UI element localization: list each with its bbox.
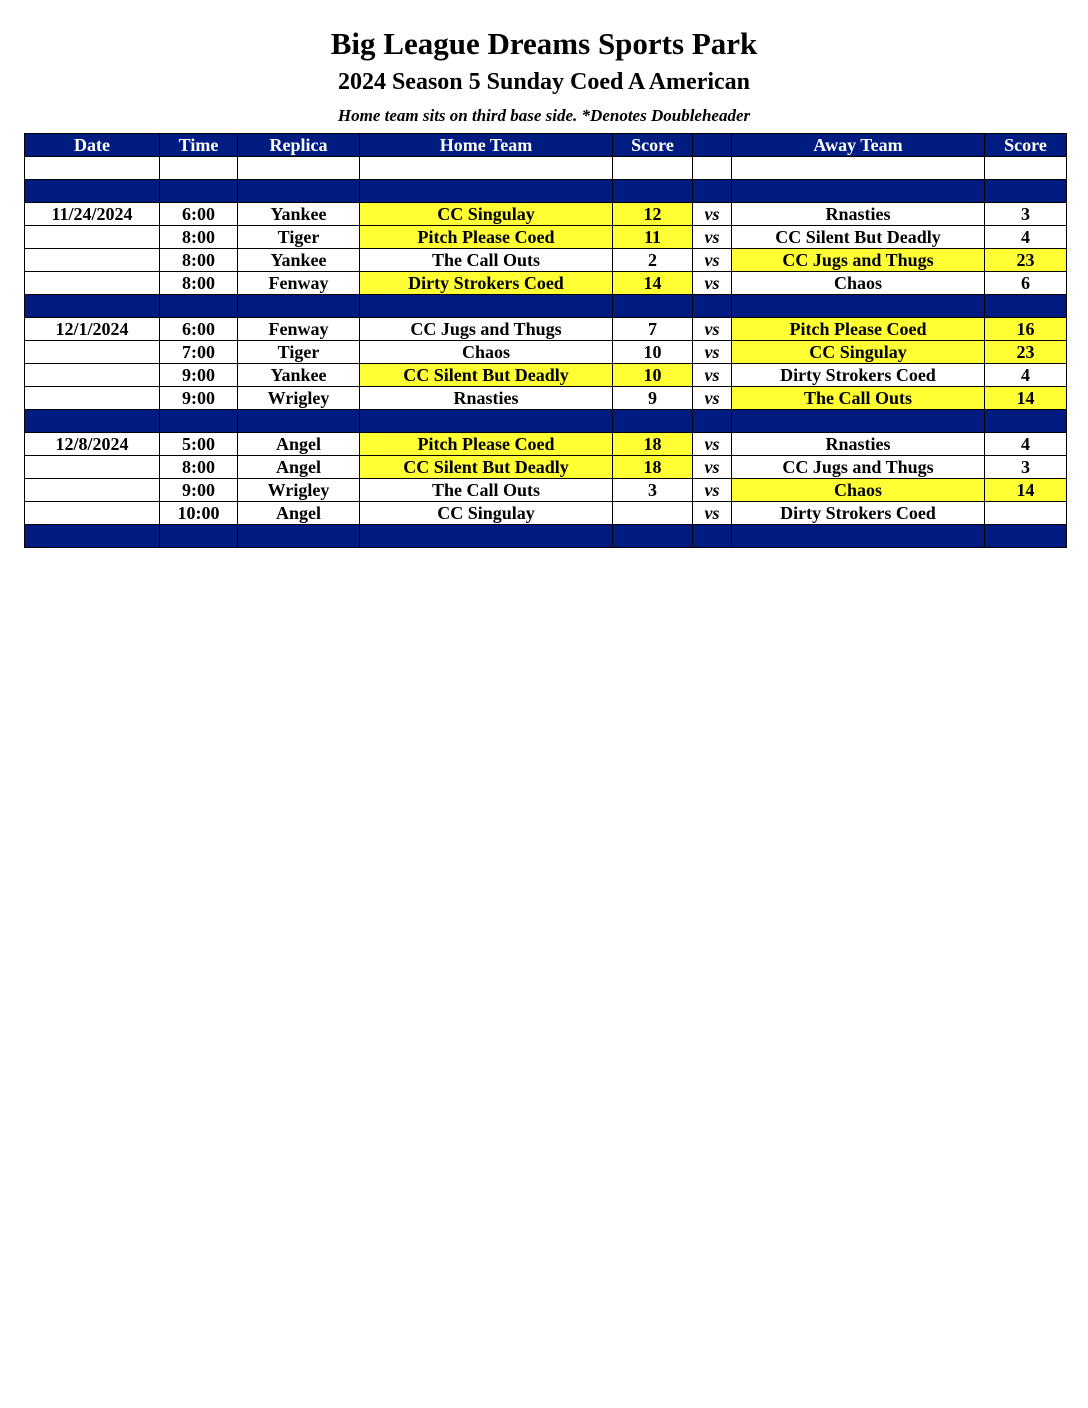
game-time: 8:00 <box>160 226 238 249</box>
away-team: Pitch Please Coed <box>732 318 985 341</box>
vs-label: vs <box>693 433 732 456</box>
game-date <box>25 456 160 479</box>
game-replica: Tiger <box>238 226 360 249</box>
separator-cell <box>238 295 360 318</box>
separator-cell <box>160 180 238 203</box>
separator-cell <box>985 180 1067 203</box>
empty-cell <box>25 157 160 180</box>
separator-cell <box>360 180 613 203</box>
game-date <box>25 364 160 387</box>
game-row <box>25 387 1067 410</box>
game-time: 9:00 <box>160 387 238 410</box>
separator-cell <box>360 410 613 433</box>
home-score: 18 <box>613 456 693 479</box>
vs-label: vs <box>693 364 732 387</box>
away-score: 14 <box>985 479 1067 502</box>
home-score: 18 <box>613 433 693 456</box>
empty-cell <box>613 157 693 180</box>
home-score: 3 <box>613 479 693 502</box>
home-team: CC Singulay <box>360 203 613 226</box>
away-team: Rnasties <box>732 203 985 226</box>
game-time: 8:00 <box>160 272 238 295</box>
page-title: Big League Dreams Sports Park <box>330 26 758 61</box>
game-row <box>25 479 1067 502</box>
game-replica: Yankee <box>238 364 360 387</box>
away-team: Dirty Strokers Coed <box>732 502 985 525</box>
game-date <box>25 387 160 410</box>
separator-row <box>25 525 1067 548</box>
home-score: 9 <box>613 387 693 410</box>
game-replica: Tiger <box>238 341 360 364</box>
away-score: 16 <box>985 318 1067 341</box>
game-row <box>25 318 1067 341</box>
game-date: 12/8/2024 <box>25 433 160 456</box>
column-header-time: Time <box>160 134 238 157</box>
page-subtitle: 2024 Season 5 Sunday Coed A American <box>337 69 751 95</box>
game-replica: Angel <box>238 502 360 525</box>
separator-cell <box>360 525 613 548</box>
home-team: Rnasties <box>360 387 613 410</box>
game-row <box>25 433 1067 456</box>
away-score <box>985 502 1067 525</box>
vs-label: vs <box>693 249 732 272</box>
vs-label: vs <box>693 226 732 249</box>
game-date: 11/24/2024 <box>25 203 160 226</box>
separator-cell <box>693 295 732 318</box>
game-replica: Angel <box>238 433 360 456</box>
home-team: Pitch Please Coed <box>360 226 613 249</box>
empty-cell <box>360 157 613 180</box>
schedule-table <box>24 133 1067 548</box>
column-header-away-score: Score <box>985 134 1067 157</box>
game-time: 6:00 <box>160 203 238 226</box>
separator-cell <box>613 295 693 318</box>
separator-cell <box>238 525 360 548</box>
away-score: 23 <box>985 341 1067 364</box>
separator-row <box>25 180 1067 203</box>
game-time: 10:00 <box>160 502 238 525</box>
game-time: 7:00 <box>160 341 238 364</box>
game-replica: Fenway <box>238 272 360 295</box>
column-header-replica: Replica <box>238 134 360 157</box>
home-team: CC Singulay <box>360 502 613 525</box>
away-team: CC Silent But Deadly <box>732 226 985 249</box>
away-team: CC Jugs and Thugs <box>732 456 985 479</box>
separator-cell <box>732 410 985 433</box>
game-date <box>25 502 160 525</box>
game-time: 6:00 <box>160 318 238 341</box>
game-date <box>25 479 160 502</box>
home-score: 14 <box>613 272 693 295</box>
separator-cell <box>238 180 360 203</box>
separator-cell <box>613 410 693 433</box>
column-header-home-team: Home Team <box>360 134 613 157</box>
game-date: 12/1/2024 <box>25 318 160 341</box>
separator-cell <box>693 180 732 203</box>
empty-cell <box>238 157 360 180</box>
vs-label: vs <box>693 502 732 525</box>
home-score <box>613 502 693 525</box>
column-header-vs <box>693 134 732 157</box>
vs-label: vs <box>693 387 732 410</box>
away-score: 3 <box>985 203 1067 226</box>
game-row <box>25 502 1067 525</box>
vs-label: vs <box>693 456 732 479</box>
home-team: CC Silent But Deadly <box>360 364 613 387</box>
away-score: 4 <box>985 226 1067 249</box>
separator-cell <box>360 295 613 318</box>
empty-cell <box>160 157 238 180</box>
home-team: Dirty Strokers Coed <box>360 272 613 295</box>
game-date <box>25 272 160 295</box>
column-header-date: Date <box>25 134 160 157</box>
separator-row <box>25 295 1067 318</box>
empty-cell <box>985 157 1067 180</box>
away-score: 3 <box>985 456 1067 479</box>
empty-row <box>25 157 1067 180</box>
game-row <box>25 364 1067 387</box>
separator-cell <box>732 295 985 318</box>
vs-label: vs <box>693 272 732 295</box>
separator-cell <box>25 410 160 433</box>
game-time: 9:00 <box>160 479 238 502</box>
separator-cell <box>160 295 238 318</box>
vs-label: vs <box>693 203 732 226</box>
away-team: CC Singulay <box>732 341 985 364</box>
table-header-row <box>25 134 1067 157</box>
home-score: 7 <box>613 318 693 341</box>
game-row <box>25 341 1067 364</box>
away-score: 23 <box>985 249 1067 272</box>
separator-cell <box>25 180 160 203</box>
separator-cell <box>613 180 693 203</box>
game-time: 5:00 <box>160 433 238 456</box>
game-replica: Wrigley <box>238 479 360 502</box>
separator-cell <box>693 525 732 548</box>
game-replica: Wrigley <box>238 387 360 410</box>
away-score: 14 <box>985 387 1067 410</box>
separator-cell <box>160 410 238 433</box>
column-header-away-team: Away Team <box>732 134 985 157</box>
game-row <box>25 456 1067 479</box>
separator-cell <box>25 295 160 318</box>
away-team: Rnasties <box>732 433 985 456</box>
home-team: The Call Outs <box>360 249 613 272</box>
separator-row <box>25 410 1067 433</box>
vs-label: vs <box>693 341 732 364</box>
separator-cell <box>985 410 1067 433</box>
separator-cell <box>238 410 360 433</box>
home-team: Chaos <box>360 341 613 364</box>
home-team: CC Jugs and Thugs <box>360 318 613 341</box>
away-score: 4 <box>985 364 1067 387</box>
home-team: The Call Outs <box>360 479 613 502</box>
game-date <box>25 341 160 364</box>
game-replica: Fenway <box>238 318 360 341</box>
game-replica: Yankee <box>238 203 360 226</box>
column-header-home-score: Score <box>613 134 693 157</box>
schedule-note: Home team sits on third base side. *Denotes Doubleheader <box>337 106 751 125</box>
home-score: 10 <box>613 364 693 387</box>
vs-label: vs <box>693 479 732 502</box>
game-date <box>25 249 160 272</box>
game-row <box>25 249 1067 272</box>
empty-cell <box>693 157 732 180</box>
game-replica: Yankee <box>238 249 360 272</box>
separator-cell <box>613 525 693 548</box>
separator-cell <box>160 525 238 548</box>
game-row <box>25 203 1067 226</box>
away-score: 4 <box>985 433 1067 456</box>
separator-cell <box>732 525 985 548</box>
home-score: 10 <box>613 341 693 364</box>
separator-cell <box>985 525 1067 548</box>
home-score: 12 <box>613 203 693 226</box>
away-team: CC Jugs and Thugs <box>732 249 985 272</box>
game-time: 8:00 <box>160 249 238 272</box>
away-team: The Call Outs <box>732 387 985 410</box>
home-score: 2 <box>613 249 693 272</box>
home-team: CC Silent But Deadly <box>360 456 613 479</box>
away-team: Chaos <box>732 479 985 502</box>
game-date <box>25 226 160 249</box>
separator-cell <box>985 295 1067 318</box>
away-team: Dirty Strokers Coed <box>732 364 985 387</box>
game-replica: Angel <box>238 456 360 479</box>
separator-cell <box>693 410 732 433</box>
empty-cell <box>732 157 985 180</box>
separator-cell <box>732 180 985 203</box>
separator-cell <box>25 525 160 548</box>
home-score: 11 <box>613 226 693 249</box>
away-team: Chaos <box>732 272 985 295</box>
vs-label: vs <box>693 318 732 341</box>
game-time: 8:00 <box>160 456 238 479</box>
game-time: 9:00 <box>160 364 238 387</box>
game-row <box>25 272 1067 295</box>
game-row <box>25 226 1067 249</box>
away-score: 6 <box>985 272 1067 295</box>
schedule-body <box>25 157 1067 548</box>
home-team: Pitch Please Coed <box>360 433 613 456</box>
